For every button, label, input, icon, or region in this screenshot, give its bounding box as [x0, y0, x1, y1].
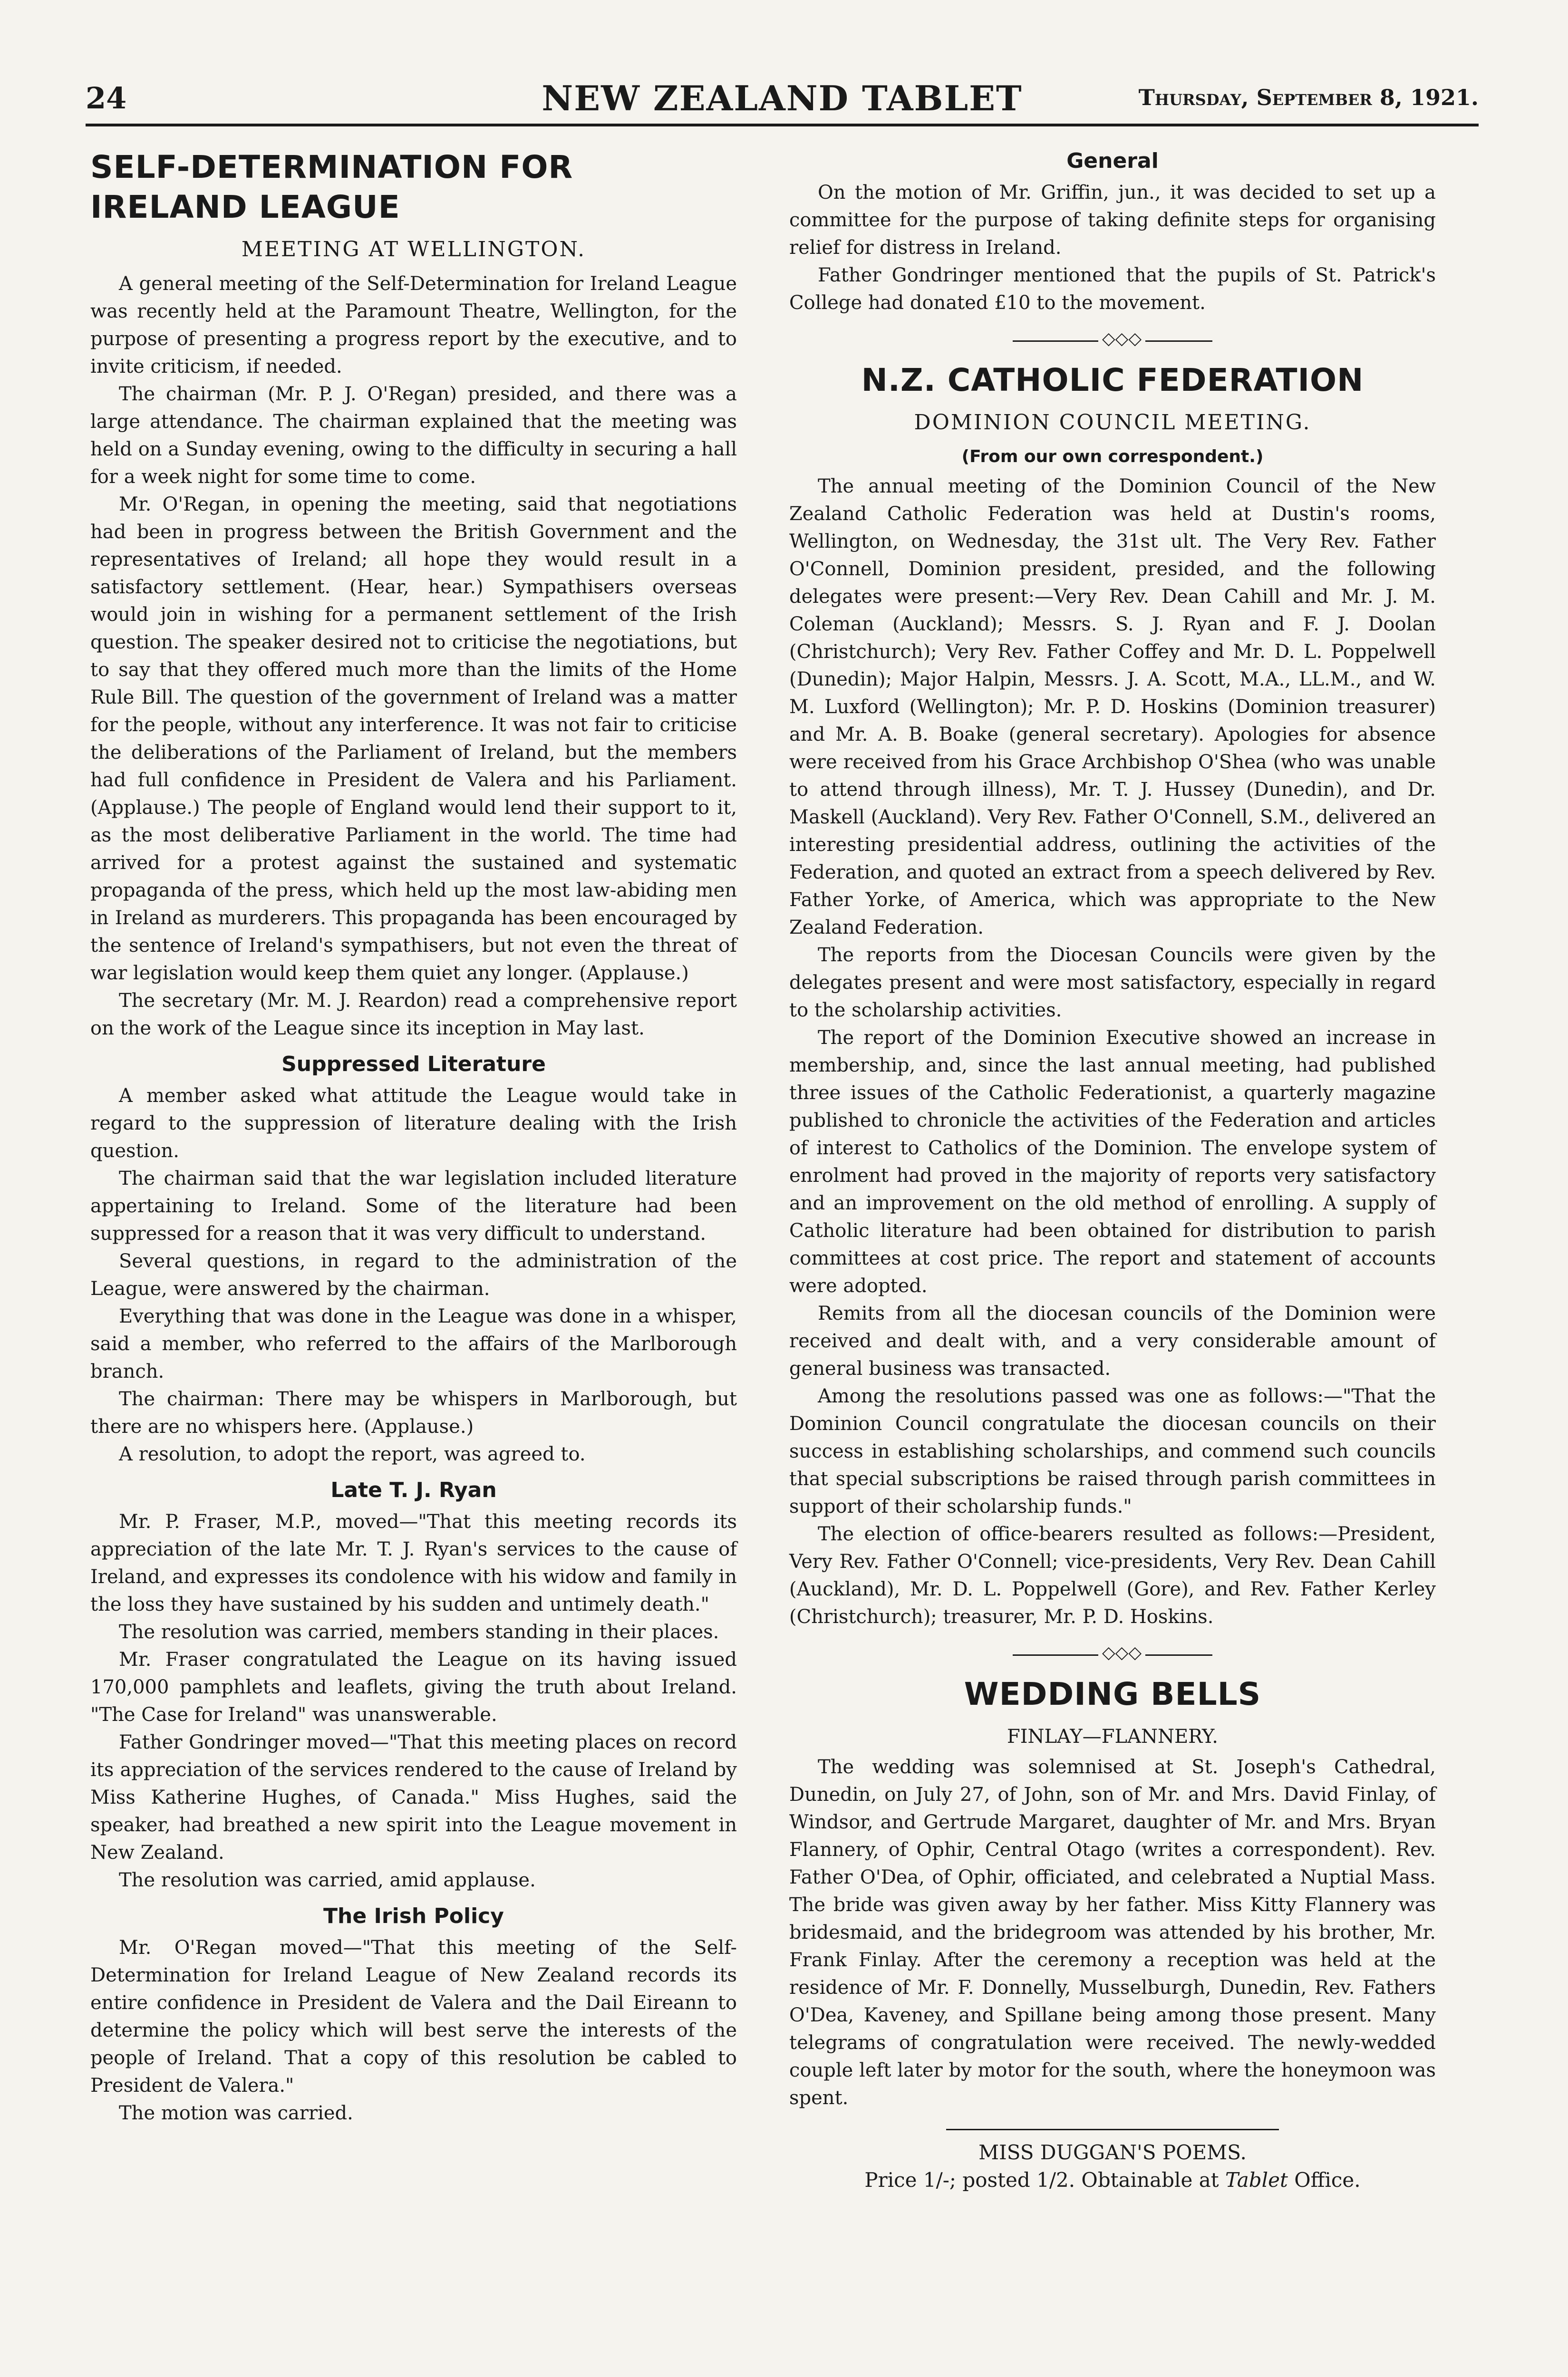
masthead-title: NEW ZEALAND TABLET	[542, 78, 1023, 118]
notice-price-line	[789, 2166, 1436, 2194]
article-paragraph: Mr. Fraser congratulated the League on its having issued 170,000 pamphlets and leaflets, giving the truth about Ireland. "The Case for Ireland" was unanswerable.	[90, 1649, 737, 1726]
article-paragraph: A resolution, to adopt the report, was agreed to.	[119, 1443, 586, 1465]
article-paragraph: A member asked what attitude the League would take in regard to the suppression of literature dealing with the Irish question.	[90, 1085, 737, 1162]
page-header	[86, 71, 1479, 126]
article-title-wedding-bells: WEDDING BELLS	[964, 1676, 1261, 1712]
section-divider	[789, 330, 1436, 349]
article-paragraph: The reports from the Diocesan Councils were given by the delegates present and were most satisfactory, especially in regard to the scholarship activities.	[789, 944, 1436, 1021]
article-paragraph: The election of office-bearers resulted as follows:—President, Very Rev. Father O'Connell; vice-presidents, Very Rev. Dean Cahill (Auckland), Mr. D. L. Poppelwell (Gore), and Rev. Father Kerley (Christchurch); treasurer, Mr. P. D. Hoskins.	[789, 1523, 1436, 1628]
article-paragraph: Father Gondringer mentioned that the pupils of St. Patrick's College had donated £10 to the movement.	[789, 264, 1436, 314]
article-title-self-determination: SELF-DETERMINATION FOR IRELAND LEAGUE	[90, 149, 573, 225]
article-subtitle-dominion-council: DOMINION COUNCIL MEETING.	[914, 410, 1311, 435]
article-paragraph: The chairman: There may be whispers in Marlborough, but there are no whispers here. (Applause.)	[90, 1388, 737, 1438]
article-paragraph: On the motion of Mr. Griffin, jun., it was decided to set up a committee for the purpose of taking definite steps for organising relief for distress in Ireland.	[789, 182, 1436, 259]
article-paragraph: The annual meeting of the Dominion Council of the New Zealand Catholic Federation was held at Dustin's rooms, Wellington, on Wednesday, the 31st ult. The Very Rev. Father O'Connell, Dominion president, presided, and the following delegates were present:—Very Rev. Dean Cahill and Mr. J. M. Coleman (Auckland); Messrs. S. J. Ryan and F. J. Doolan (Christchurch); Very Rev. Father Coffey and Mr. D. L. Poppelwell (Dunedin); Major Halpin, Messrs. J. A. Scott, M.A., LL.M., and W. M. Luxford (Wellington); Mr. P. D. Hoskins (Dominion treasurer) and Mr. A. B. Boake (general secretary). Apologies for absence were received from his Grace Archbishop O'Shea (who was unable to attend through illness), Mr. T. J. Hussey (Dunedin), and Dr. Maskell (Auckland). Very Rev. Father O'Connell, S.M., delivered an interesting presidential address, outlining the activities of the Federation, and quoted an extract from a speech delivered by Rev. Father Yorke, of America, which was appropriate to the New Zealand Federation.	[789, 475, 1436, 938]
article-paragraph: Remits from all the diocesan councils of the Dominion were received and dealt with, and a very considerable amount of general business was transacted.	[789, 1303, 1436, 1380]
article-paragraph: Mr. P. Fraser, M.P., moved—"That this meeting records its appreciation of the late Mr. T. J. Ryan's services to the cause of Ireland, and expresses its condolence with his widow and family in the loss they have sustained by his sudden and untimely death."	[90, 1511, 737, 1615]
article-paragraph: Among the resolutions passed was one as follows:—"That the Dominion Council congratulate the diocesan councils on their success in establishing scholarships, and commend such councils that special subscriptions be raised through parish committees in support of their scholarship funds."	[789, 1385, 1436, 1517]
section-heading-suppressed-literature: Suppressed Literature	[281, 1052, 546, 1076]
issue-date: Thursday, September 8, 1921.	[1138, 85, 1479, 110]
article-paragraph: The motion was carried.	[119, 2102, 353, 2124]
article-subtitle-finlay-flannery: FINLAY—FLANNERY.	[1007, 1726, 1219, 1748]
article-byline: (From our own correspondent.)	[961, 447, 1264, 466]
divider-ornament: ◇◇◇	[1098, 1643, 1145, 1662]
article-paragraph: The wedding was solemnised at St. Joseph's Cathedral, Dunedin, on July 27, of John, son of Mr. and Mrs. David Finlay, of Windsor, and Gertrude Margaret, daughter of Mr. and Mrs. Bryan Flannery, of Ophir, Central Otago (writes a correspondent). Rev. Father O'Dea, of Ophir, officiated, and celebrated a Nuptial Mass. The bride was given away by her father. Miss Kitty Flannery was bridesmaid, and the bridegroom was attended by his brother, Mr. Frank Finlay. After the ceremony a reception was held at the residence of Mr. F. Donnelly, Musselburgh, Dunedin, Rev. Fathers O'Dea, Kaveney, and Spillane being among those present. Many telegrams of congratulation were received. The newly-wedded couple left later by motor for the south, where the honeymoon was spent.	[789, 1756, 1436, 2109]
section-heading-irish-policy: The Irish Policy	[323, 1904, 504, 1928]
section-heading-late-ryan: Late T. J. Ryan	[330, 1478, 497, 1502]
article-paragraph: Several questions, in regard to the administration of the League, were answered by the chairman.	[90, 1250, 737, 1300]
article-paragraph: A general meeting of the Self-Determination for Ireland League was recently held at the Paramount Theatre, Wellington, for the purpose of presenting a progress report by the executive, and to invite criticism, if needed.	[90, 273, 737, 377]
article-subtitle-meeting: MEETING AT WELLINGTON.	[241, 237, 586, 261]
article-paragraph: Father Gondringer moved—"That this meeting places on record its appreciation of the services rendered to the cause of Ireland by Miss Katherine Hughes, of Canada." Miss Hughes, said the speaker, had breathed a new spirit into the League movement in New Zealand.	[90, 1731, 737, 1864]
left-column	[90, 147, 737, 2127]
section-divider	[789, 1644, 1436, 1663]
article-paragraph: Mr. O'Regan moved—"That this meeting of the Self-Determination for Ireland League of New Zealand records its entire confidence in President de Valera and the Dail Eireann to determine the policy which will best serve the interests of the people of Ireland. That a copy of this resolution be cabled to President de Valera."	[90, 1937, 737, 2097]
article-paragraph: The chairman said that the war legislation included literature appertaining to Ireland. Some of the literature had been suppressed for a reason that it was very difficult to understand.	[90, 1168, 737, 1245]
article-paragraph: The secretary (Mr. M. J. Reardon) read a comprehensive report on the work of the League since its inception in May last.	[90, 990, 737, 1039]
newspaper-page	[86, 71, 1479, 2377]
article-paragraph: Everything that was done in the League was done in a whisper, said a member, who referred to the affairs of the Marlborough branch.	[90, 1305, 737, 1382]
page-number: 24	[86, 81, 127, 116]
notice-office: Office.	[1294, 2168, 1361, 2192]
article-paragraph: The chairman (Mr. P. J. O'Regan) presided, and there was a large attendance. The chairman explained that the meeting was held on a Sunday evening, owing to the difficulty in securing a hall for a week night for some time to come.	[90, 383, 737, 488]
article-paragraph: The resolution was carried, members standing in their places.	[119, 1621, 719, 1643]
divider-ornament: ◇◇◇	[1098, 329, 1145, 348]
notice-price: Price 1/-; posted 1/2. Obtainable at	[864, 2168, 1219, 2192]
notice-divider	[946, 2129, 1279, 2130]
article-paragraph: Mr. O'Regan, in opening the meeting, said that negotiations had been in progress between the British Government and the representatives of Ireland; all hope they would result in a satisfactory settlement. (Hear, hear.) Sympathisers overseas would join in wishing for a permanent settlement of the Irish question. The speaker desired not to criticise the negotiations, but to say that they offered much more than the limits of the Home Rule Bill. The question of the government of Ireland was a matter for the people, without any interference. It was not fair to criticise the deliberations of the Parliament of Ireland, but the members had full confidence in President de Valera and his Parliament. (Applause.) The people of England would lend their support to it, as the most deliberative Parliament in the world. The time had arrived for a protest against the sustained and systematic propaganda of the press, which held up the most law-abiding men in Ireland as murderers. This propaganda has been encouraged by the sentence of Ireland's sympathisers, but not even the threat of war legislation would keep them quiet any longer. (Applause.)	[90, 493, 737, 984]
notice-title: MISS DUGGAN'S POEMS.	[978, 2141, 1247, 2164]
notice-tablet: Tablet	[1225, 2168, 1288, 2192]
section-heading-general: General	[1066, 149, 1159, 173]
article-title-federation: N.Z. CATHOLIC FEDERATION	[861, 362, 1364, 398]
article-paragraph: The report of the Dominion Executive showed an increase in membership, and, since the last annual meeting, had published three issues of the Catholic Federationist, a quarterly magazine published to chronicle the activities of the Federation and articles of interest to Catholics of the Dominion. The envelope system of enrolment had proved in the majority of reports very satisfactory and an improvement on the old method of enrolling. A supply of Catholic literature had been obtained for distribution to parish committees at cost price. The report and statement of accounts were adopted.	[789, 1027, 1436, 1297]
article-paragraph: The resolution was carried, amid applause.	[119, 1869, 536, 1891]
right-column	[789, 147, 1436, 2194]
